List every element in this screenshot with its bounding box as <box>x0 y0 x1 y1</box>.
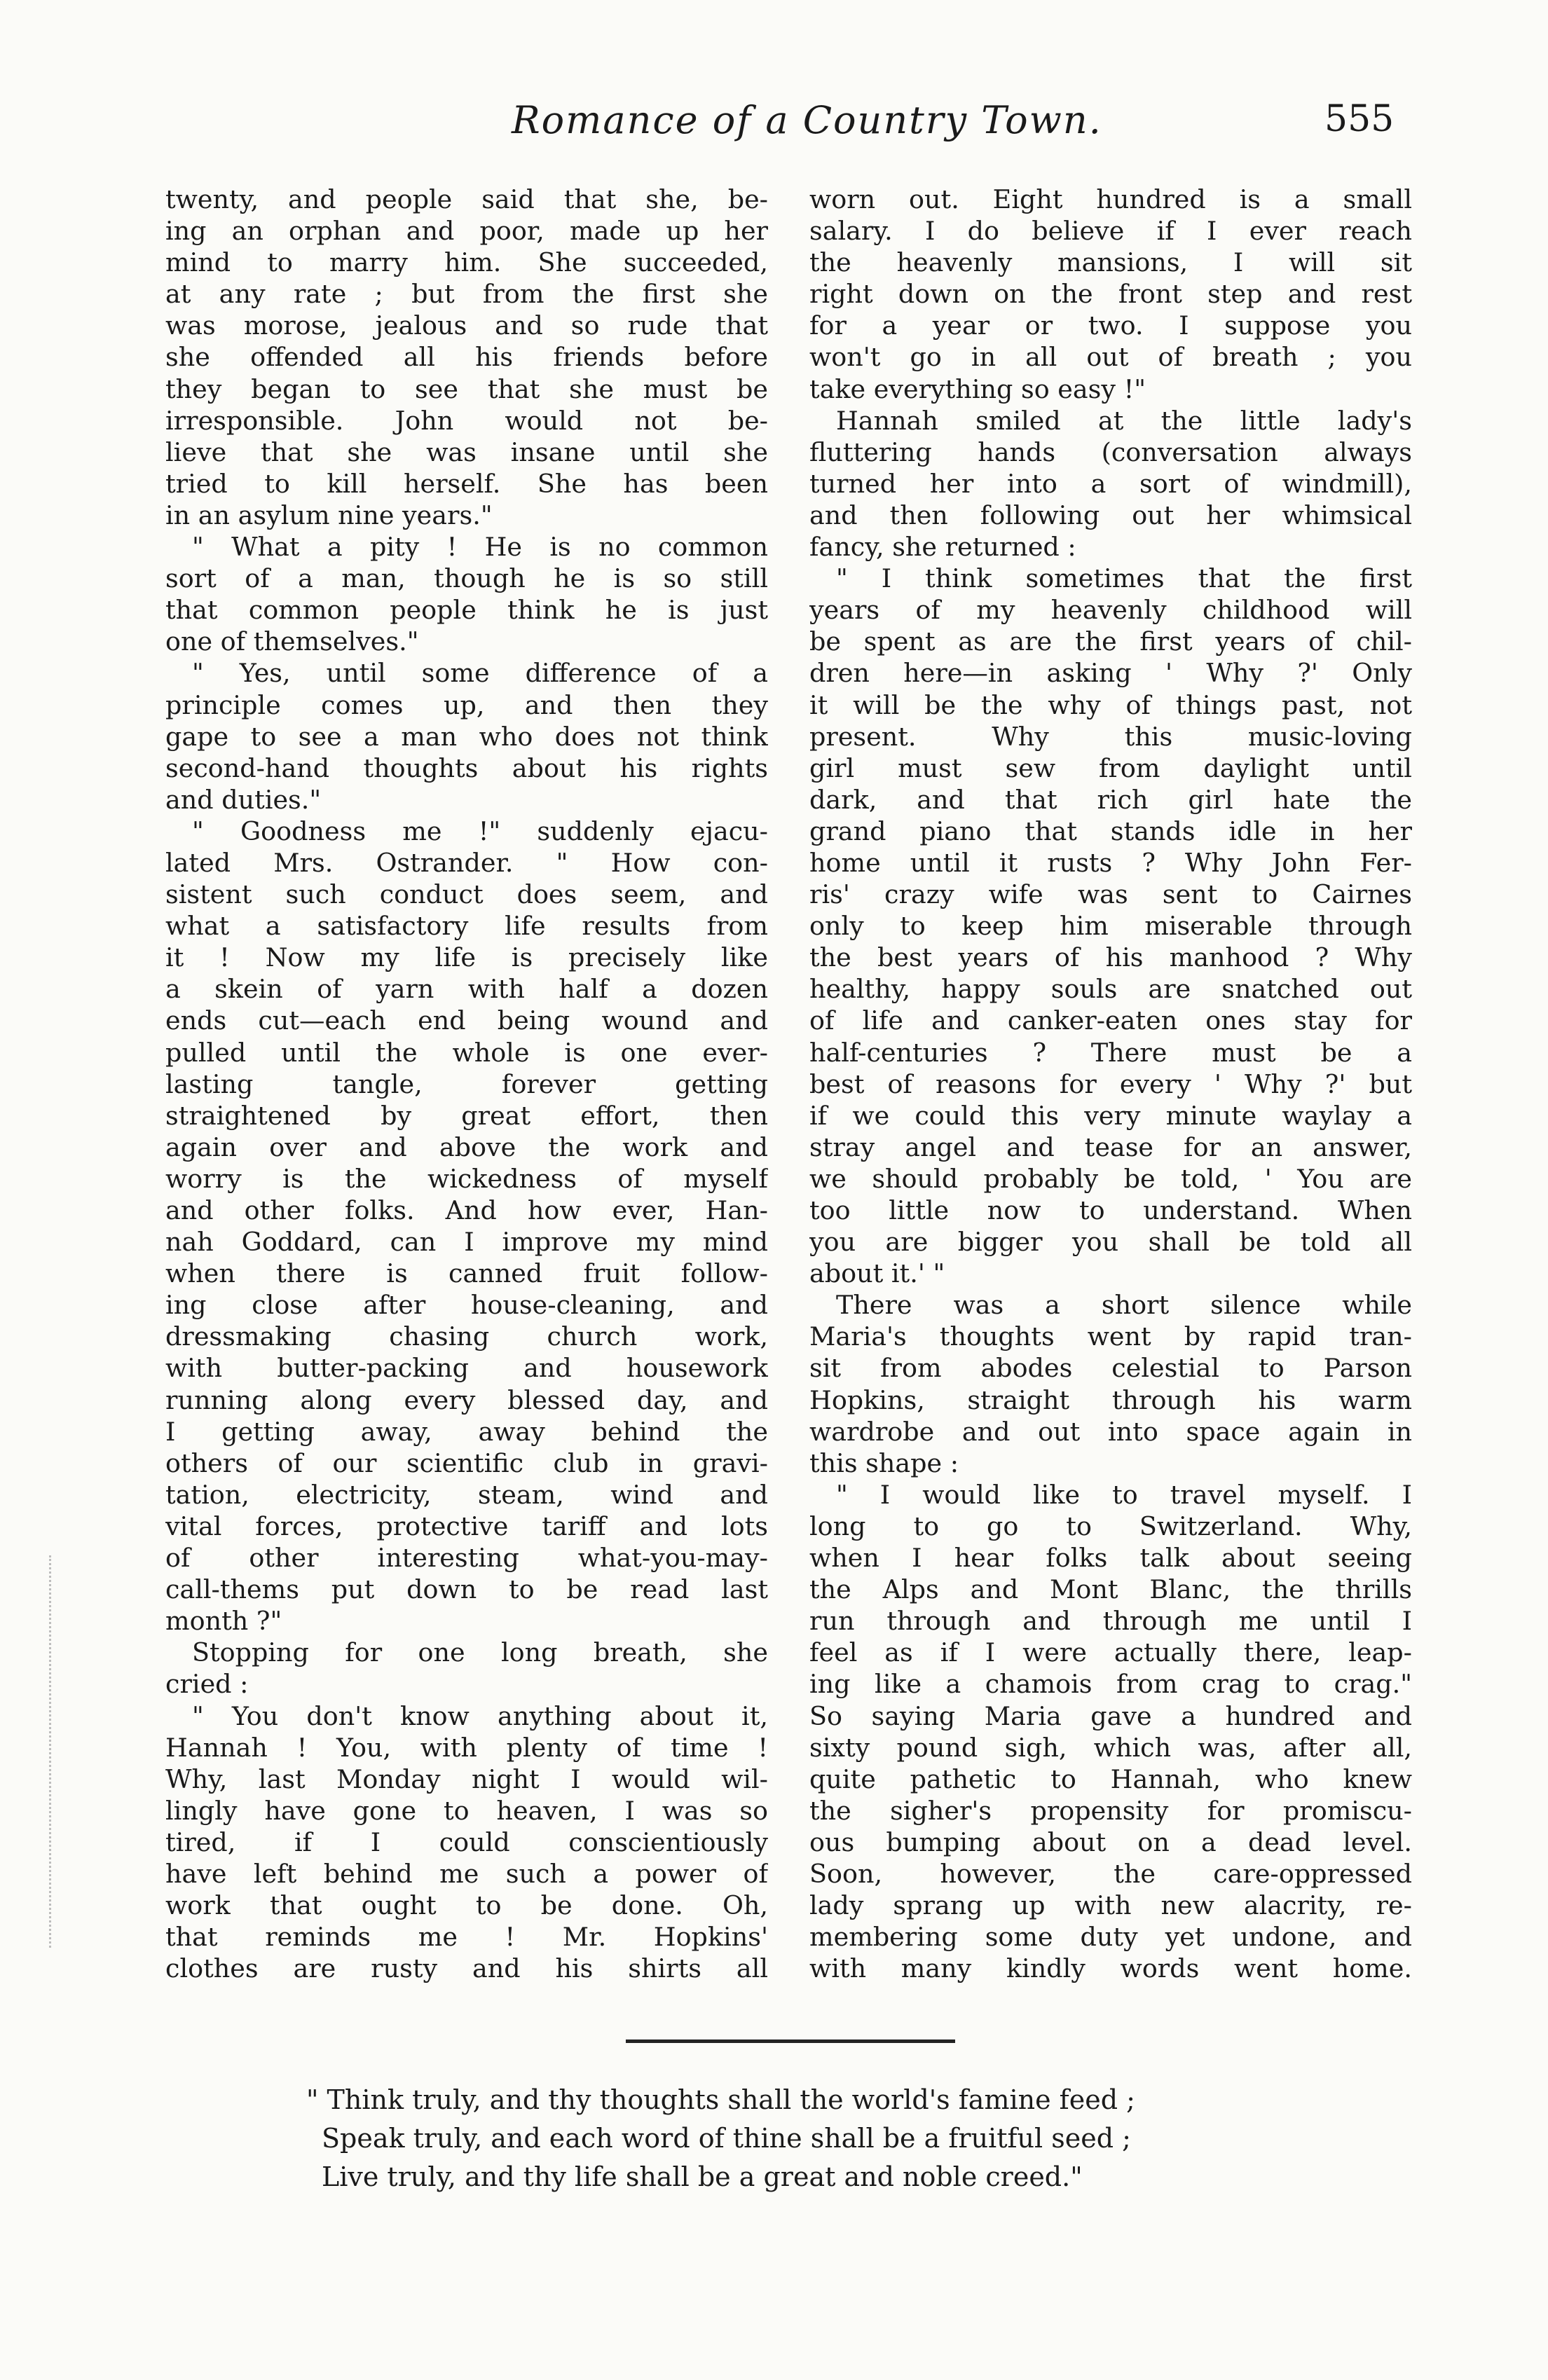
text-line: grand piano that stands idle in her <box>809 816 1412 846</box>
text-line: clothes are rusty and his shirts all <box>165 1953 768 1984</box>
text-line: dren here—in asking ' Why ?' Only <box>809 658 1412 689</box>
text-line: present. Why this music-loving <box>809 721 1412 752</box>
text-line: lieve that she was insane until she <box>165 436 768 467</box>
text-line: call-thems put down to be read last <box>165 1574 768 1605</box>
text-line: the best years of his manhood ? Why <box>809 942 1412 973</box>
text-line: it ! Now my life is precisely like <box>165 942 768 973</box>
section-divider <box>626 2039 955 2043</box>
text-line: ing like a chamois from crag to crag." <box>809 1669 1412 1700</box>
text-line: lingly have gone to heaven, I was so <box>165 1795 768 1826</box>
text-line: Stopping for one long breath, she <box>192 1637 768 1668</box>
text-line: with many kindly words went home. <box>809 1953 1412 1984</box>
closing-verse <box>306 2081 1135 2196</box>
right-text-column <box>809 184 1412 1984</box>
page-number: 555 <box>1324 98 1395 140</box>
text-line: and duties." <box>165 784 322 815</box>
text-line: irresponsible. John would not be- <box>165 405 768 436</box>
text-line: ends cut—each end being wound and <box>165 1005 768 1036</box>
text-line: this shape : <box>809 1447 959 1478</box>
text-line: There was a short silence while <box>836 1290 1412 1321</box>
page-header <box>0 98 1548 154</box>
text-line: the heavenly mansions, I will sit <box>809 247 1412 278</box>
text-line: girl must sew from daylight until <box>809 752 1412 783</box>
text-line: it will be the why of things past, not <box>809 689 1412 720</box>
text-line: ing an orphan and poor, made up her <box>165 216 768 247</box>
text-line: work that ought to be done. Oh, <box>165 1890 768 1921</box>
text-line: long to go to Switzerland. Why, <box>809 1511 1412 1541</box>
text-line: dressmaking chasing church work, <box>165 1321 768 1352</box>
text-line: have left behind me such a power of <box>165 1858 768 1889</box>
text-line: membering some duty yet undone, and <box>809 1922 1412 1953</box>
text-line: turned her into a sort of windmill), <box>809 468 1412 499</box>
text-line: the Alps and Mont Blanc, the thrills <box>809 1574 1412 1605</box>
text-line: only to keep him miserable through <box>809 911 1412 942</box>
text-line: ous bumping about on a dead level. <box>809 1827 1412 1857</box>
text-line: sort of a man, though he is so still <box>165 563 768 594</box>
text-line: Hannah smiled at the little lady's <box>836 405 1412 436</box>
text-line: feel as if I were actually there, leap- <box>809 1637 1412 1668</box>
text-line: second-hand thoughts about his rights <box>165 752 768 783</box>
text-line: sixty pound sigh, which was, after all, <box>809 1732 1412 1763</box>
text-line: one of themselves." <box>165 626 419 657</box>
text-line: and then following out her whimsical <box>809 500 1412 530</box>
text-line: " I would like to travel myself. I <box>836 1479 1412 1510</box>
text-line: wardrobe and out into space again in <box>809 1416 1412 1447</box>
text-line: cried : <box>165 1669 249 1700</box>
text-line: tried to kill herself. She has been <box>165 468 768 499</box>
text-line: half-centuries ? There must be a <box>809 1037 1412 1068</box>
text-line: " You don't know anything about it, <box>192 1700 768 1731</box>
text-line: that common people think he is just <box>165 595 768 626</box>
text-line: salary. I do believe if I ever reach <box>809 216 1412 247</box>
text-line: with butter-packing and housework <box>165 1353 768 1384</box>
text-line: quite pathetic to Hannah, who knew <box>809 1763 1412 1794</box>
text-line: lady sprang up with new alacrity, re- <box>809 1890 1412 1921</box>
text-line: too little now to understand. When <box>809 1195 1412 1225</box>
text-line: " Goodness me !" suddenly ejacu- <box>192 816 768 846</box>
text-line: twenty, and people said that she, be- <box>165 184 768 214</box>
verse-line: Speak truly, and each word of thine shall be a fruitful seed ; <box>322 2123 1131 2154</box>
text-line: in an asylum nine years." <box>165 500 493 530</box>
text-line: won't go in all out of breath ; you <box>809 342 1412 373</box>
text-line: and other folks. And how ever, Han- <box>165 1195 768 1225</box>
text-line: others of our scientific club in gravi- <box>165 1447 768 1478</box>
text-line: Hopkins, straight through his warm <box>809 1384 1412 1415</box>
text-line: ing close after house-cleaning, and <box>165 1290 768 1321</box>
text-line: be spent as are the first years of chil- <box>809 626 1412 657</box>
text-line: run through and through me until I <box>809 1606 1412 1637</box>
text-line: Soon, however, the care-oppressed <box>809 1858 1412 1889</box>
text-line: fancy, she returned : <box>809 532 1076 563</box>
text-line: for a year or two. I suppose you <box>809 310 1412 341</box>
text-line: sistent such conduct does seem, and <box>165 879 768 910</box>
text-line: she offended all his friends before <box>165 342 768 373</box>
text-line: straightened by great effort, then <box>165 1100 768 1131</box>
text-line: vital forces, protective tariff and lots <box>165 1511 768 1541</box>
text-line: was morose, jealous and so rude that <box>165 310 768 341</box>
text-line: of other interesting what-you-may- <box>165 1543 768 1574</box>
text-line: worry is the wickedness of myself <box>165 1163 768 1194</box>
text-line: again over and above the work and <box>165 1131 768 1162</box>
text-line: gape to see a man who does not think <box>165 721 768 752</box>
text-line: month ?" <box>165 1606 282 1637</box>
text-line: you are bigger you shall be told all <box>809 1227 1412 1258</box>
text-line: home until it rusts ? Why John Fer- <box>809 847 1412 878</box>
text-line: best of reasons for every ' Why ?' but <box>809 1068 1412 1099</box>
text-line: tation, electricity, steam, wind and <box>165 1479 768 1510</box>
text-line: tired, if I could conscientiously <box>165 1827 768 1857</box>
text-line: stray angel and tease for an answer, <box>809 1131 1412 1162</box>
text-line: healthy, happy souls are snatched out <box>809 974 1412 1005</box>
text-line: " I think sometimes that the first <box>836 563 1412 594</box>
text-line: years of my heavenly childhood will <box>809 595 1412 626</box>
text-line: Hannah ! You, with plenty of time ! <box>165 1732 768 1763</box>
text-line: lasting tangle, forever getting <box>165 1068 768 1099</box>
text-line: at any rate ; but from the first she <box>165 279 768 310</box>
text-line: we should probably be told, ' You are <box>809 1163 1412 1194</box>
text-line: right down on the front step and rest <box>809 279 1412 310</box>
text-line: Maria's thoughts went by rapid tran- <box>809 1321 1412 1352</box>
text-line: I getting away, away behind the <box>165 1416 768 1447</box>
text-line: running along every blessed day, and <box>165 1384 768 1415</box>
verse-line: Live truly, and thy life shall be a great and noble creed." <box>322 2161 1083 2192</box>
text-line: when I hear folks talk about seeing <box>809 1543 1412 1574</box>
text-line: ris' crazy wife was sent to Cairnes <box>809 879 1412 910</box>
text-line: take everything so easy !" <box>809 373 1146 404</box>
text-line: of life and canker-eaten ones stay for <box>809 1005 1412 1036</box>
verse-line: " Think truly, and thy thoughts shall the world's famine feed ; <box>306 2084 1135 2115</box>
text-line: pulled until the whole is one ever- <box>165 1037 768 1068</box>
text-line: sit from abodes celestial to Parson <box>809 1353 1412 1384</box>
text-line: about it.' " <box>809 1258 945 1289</box>
text-line: " Yes, until some difference of a <box>192 658 768 689</box>
text-line: if we could this very minute waylay a <box>809 1100 1412 1131</box>
running-head: Romance of a Country Town. <box>512 98 1102 142</box>
text-line: dark, and that rich girl hate the <box>809 784 1412 815</box>
text-line: mind to marry him. She succeeded, <box>165 247 768 278</box>
left-text-column <box>165 184 768 1984</box>
text-line: they began to see that she must be <box>165 373 768 404</box>
text-line: when there is canned fruit follow- <box>165 1258 768 1289</box>
text-line: a skein of yarn with half a dozen <box>165 974 768 1005</box>
text-line: So saying Maria gave a hundred and <box>809 1700 1412 1731</box>
text-line: the sigher's propensity for promiscu- <box>809 1795 1412 1826</box>
margin-binding-marks <box>49 1555 60 1948</box>
text-line: principle comes up, and then they <box>165 689 768 720</box>
text-line: worn out. Eight hundred is a small <box>809 184 1412 214</box>
text-line: what a satisfactory life results from <box>165 911 768 942</box>
text-line: lated Mrs. Ostrander. " How con- <box>165 847 768 878</box>
text-line: " What a pity ! He is no common <box>192 532 768 563</box>
text-line: Why, last Monday night I would wil- <box>165 1763 768 1794</box>
text-line: that reminds me ! Mr. Hopkins' <box>165 1922 768 1953</box>
text-line: nah Goddard, can I improve my mind <box>165 1227 768 1258</box>
text-line: fluttering hands (conversation always <box>809 436 1412 467</box>
